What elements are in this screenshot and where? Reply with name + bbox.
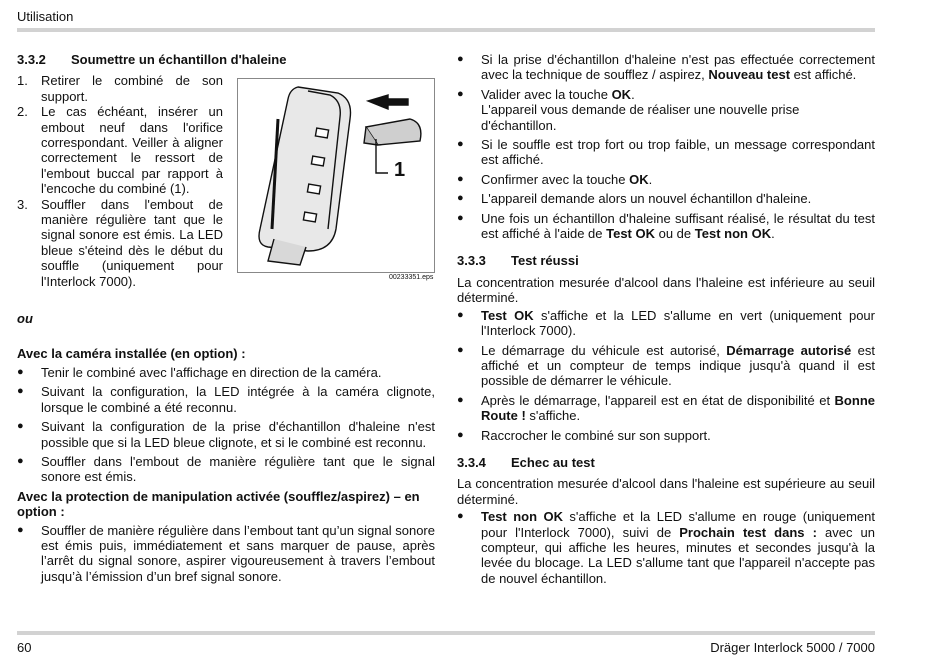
bullet-icon: ● (457, 172, 464, 185)
camera-bullets (17, 365, 435, 485)
result-bullets (457, 52, 875, 241)
bullet-icon: ● (457, 428, 464, 441)
step-item: 3. Souffler dans l'embout de manière régulière tant que le signal sonore est émis. La LED bleue s'éteind dès le début du souffle (uniquement pour l'Interlock 7000). (17, 196, 223, 289)
manip-heading: Avec la protection de manipulation activée (soufflez/aspirez) – en option : (17, 488, 420, 520)
list-item: ● Si la prise d'échantillon d'haleine n'est pas effectuée correctement avec la technique de soufflez / aspirez, Nouveau test est affiché. (457, 52, 875, 83)
bullet-icon: ● (17, 385, 24, 398)
section-heading-332 (17, 52, 435, 67)
manip-bullets (17, 523, 435, 585)
step-item: 1. Retirer le combiné de son support. (17, 73, 223, 104)
list-item: ● Tenir le combiné avec l'affichage en direction de la caméra. (17, 364, 382, 380)
section-heading-334: 3.3.4 Echec au test (457, 454, 595, 470)
bullet-icon: ● (457, 510, 464, 523)
bullet-icon: ● (17, 365, 24, 378)
bullet-icon: ● (17, 420, 24, 433)
list-item: ● Souffler de manière régulière dans l’embout tant qu’un signal sonore est émis puis, immédiatement et sans marquer de pause, après l’arrêt du signal sonore, aspirer vigoureusement à travers l’embout jusqu’à l’émission d’un bref signal sonore. (17, 522, 435, 584)
steps-list (17, 73, 223, 289)
bullet-icon: ● (457, 53, 464, 65)
product-name: Dräger Interlock 5000 / 7000 (710, 640, 875, 655)
bullet-icon: ● (457, 87, 464, 100)
bullet-icon: ● (457, 192, 464, 205)
page-number: 60 (17, 640, 32, 655)
step-item: 2. Le cas échéant, insérer un embout neuf dans l'orifice correspondant. Veiller à aligner correctement le ressort de l'embout buccal par rapport à l'encoche du combiné (1). (17, 104, 223, 197)
list-item: ● L'appareil demande alors un nouvel échantillon d'haleine. (457, 191, 812, 207)
header-rule (17, 28, 875, 32)
section-intro: La concentration mesurée d'alcool dans l'haleine est inférieure au seuil déterminé. (457, 274, 875, 306)
right-column (457, 52, 875, 590)
bullet-icon: ● (457, 138, 464, 151)
section-heading-333: 3.3.3 Test réussi (457, 253, 579, 269)
list-item: ● Test OK s'affiche et la LED s'allume en vert (uniquement pour l'Interlock 7000). (457, 307, 875, 339)
figure-caption: 00233351.eps (389, 274, 434, 281)
handset-figure (237, 78, 435, 273)
success-bullets (457, 308, 875, 443)
footer-rule (17, 631, 875, 635)
bullet-icon: ● (17, 454, 24, 467)
figure-callout-label: 1 (394, 159, 406, 181)
section-intro: La concentration mesurée d'alcool dans l'haleine est supérieure au seuil déterminé. (457, 476, 875, 507)
list-item: ● Souffler dans l'embout de manière régulière tant que le signal sonore est émis. (17, 453, 435, 485)
list-item: ● Raccrocher le combiné sur son support. (457, 427, 711, 443)
list-item: ● Suivant la configuration de la prise d'échantillon d'haleine n'est possible que si la LED bleue clignote, et si le combiné est reconnu. (17, 419, 435, 450)
list-item: ● Le démarrage du véhicule est autorisé, Démarrage autorisé est affiché et un compteur de temps indique jusqu'à quand il est possible de démarrer le véhicule. (457, 342, 875, 389)
failure-bullets (457, 509, 875, 586)
bullet-icon: ● (17, 523, 24, 536)
or-text: ou (17, 311, 33, 327)
bullet-icon: ● (457, 211, 464, 224)
list-item: ● Confirmer avec la touche OK. (457, 171, 653, 187)
bullet-icon: ● (457, 393, 464, 406)
bullet-icon: ● (457, 343, 464, 356)
list-item: ● Après le démarrage, l'appareil est en état de disponibilité et Bonne Route ! s'affiche. (457, 392, 875, 424)
bullet-icon: ● (457, 308, 464, 321)
list-item: ● Suivant la configuration, la LED intégrée à la caméra clignote, lorsque le combiné a été reconnu. (17, 384, 435, 415)
list-item: ● Test non OK s'affiche et la LED s'allume en rouge (uniquement pour l'Interlock 7000), suivi de Prochain test dans : avec un compteur, qui affiche les heures, minutes et secondes jusqu'à la levée du blocage. La LED s'allume tant que l'appareil n'accepte pas de nouvel échantillon. (457, 509, 876, 586)
page-header: Utilisation (17, 9, 74, 24)
section-title: Soumettre un échantillon d'haleine (71, 52, 287, 67)
camera-heading: Avec la caméra installée (en option) : (17, 345, 246, 361)
list-item: ● Si le souffle est trop fort ou trop faible, un message correspondant est affiché. (457, 137, 875, 168)
list-item: ● Une fois un échantillon d'haleine suffisant réalisé, le résultat du test est affiché à l'aide de Test OK ou de Test non OK. (457, 210, 875, 242)
list-item: ● Valider avec la touche OK. L'appareil vous demande de réaliser une nouvelle prise d'échantillon. (457, 86, 800, 133)
section-number: 3.3.2 (17, 52, 46, 67)
